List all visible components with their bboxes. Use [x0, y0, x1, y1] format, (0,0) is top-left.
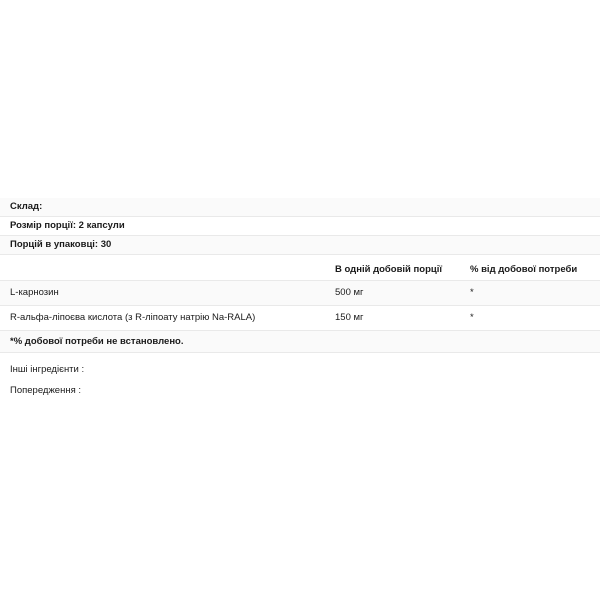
serving-size-row — [0, 217, 600, 236]
serving-size-text: Розмір порції: 2 капсули — [10, 220, 125, 232]
composition-heading-row — [0, 198, 600, 217]
warnings-label: Попередження : — [10, 385, 81, 396]
composition-heading: Склад: — [10, 201, 43, 213]
table-row — [0, 306, 600, 331]
daily-value-footnote-row — [0, 331, 600, 353]
servings-per-container-row — [0, 236, 600, 255]
servings-per-container-text: Порцій в упаковці: 30 — [10, 239, 112, 251]
ingredient-name: L-карнозин — [10, 287, 59, 299]
ingredient-name: R-альфа-ліпоєва кислота (з R-ліпоату натрію Na-RALA) — [10, 312, 256, 324]
other-ingredients-label: Інші інгредієнти : — [10, 364, 85, 375]
other-ingredients-block — [10, 364, 590, 375]
column-header-amount: В одній добовій порції — [335, 263, 443, 275]
supplement-facts-table — [0, 198, 600, 353]
ingredient-amount: 150 мг — [335, 312, 364, 324]
table-row — [0, 281, 600, 306]
ingredient-percent-dv: * — [470, 312, 474, 324]
warnings-block — [10, 385, 590, 396]
ingredient-percent-dv: * — [470, 287, 474, 299]
column-header-percent-dv: % від добової потреби — [470, 263, 578, 275]
table-header-row — [0, 255, 600, 281]
daily-value-footnote: *% добової потреби не встановлено. — [10, 335, 184, 347]
ingredient-amount: 500 мг — [335, 287, 364, 299]
